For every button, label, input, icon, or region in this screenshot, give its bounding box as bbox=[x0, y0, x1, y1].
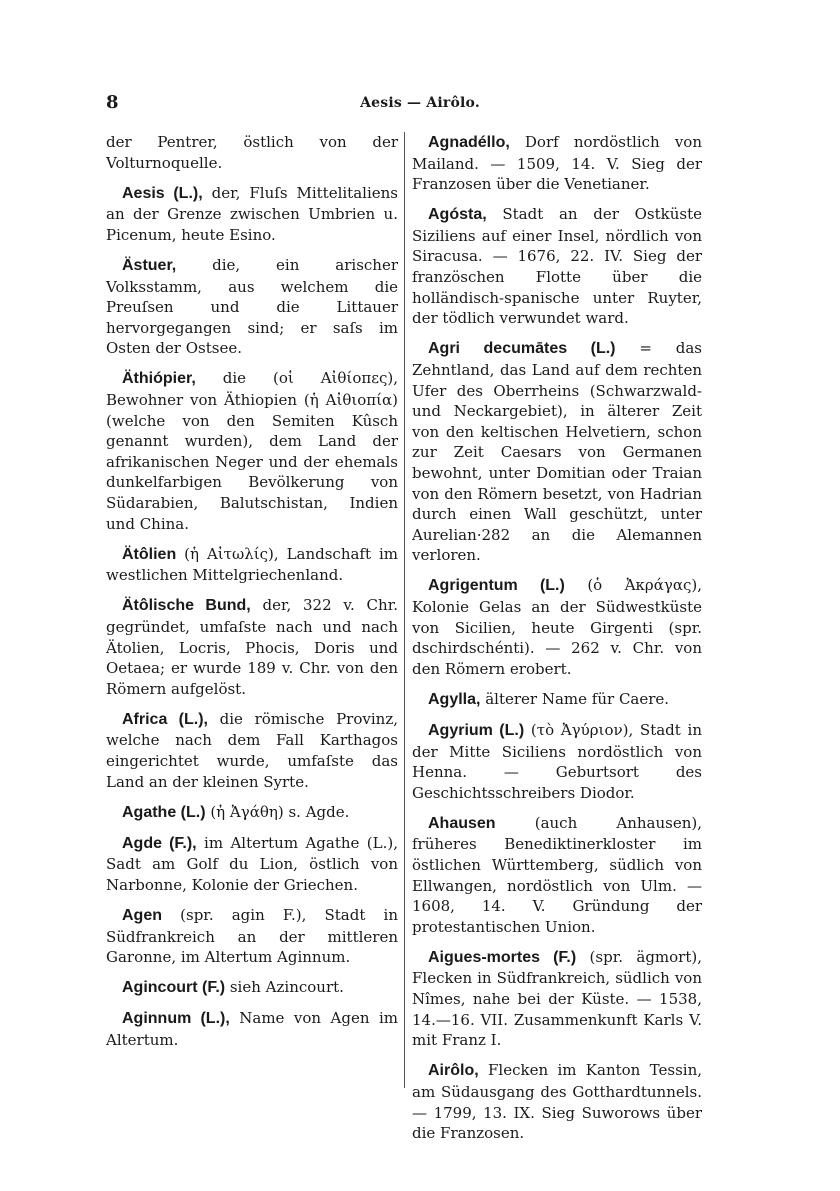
entry-lemma: Africa (L.), bbox=[122, 710, 208, 728]
entry-lemma: Airôlo, bbox=[428, 1062, 479, 1080]
entry-text: (τὸ Ἀγύριον), Stadt in der Mitte Siciliens nordöstlich von Henna. — Geburtsort des Geschichtsschreibers Diodor. bbox=[412, 720, 702, 802]
entry-text: Flecken im Kanton Tessin, am Südausgang des Gotthardtunnels. — 1799, 13. IX. Sieg Suworows über die Franzosen. bbox=[412, 1061, 702, 1143]
entry-lemma: Agri decumātes (L.) bbox=[428, 340, 616, 358]
entry-text: = das Zehntland, das Land auf dem rechten Ufer des Oberrheins (Schwarzwald- und Neckargebiet), in älterer Zeit von den keltischen Helvetiern, schon zur Zeit Caesars von Germanen bewohnt, unter Domitian oder Traian von den Römern besetzt, von Hadrian durch einen Wall geschützt, unter Aurelian·282 an die Alemannen verloren. bbox=[412, 339, 702, 565]
entry-text: der, 322 v. Chr. gegründet, umfaſste nach und nach Ätolien, Locris, Phocis, Doris und Oetaea; er wurde 189 v. Chr. von den Römern aufgelöst. bbox=[106, 596, 398, 698]
entry-lemma: Aginnum (L.), bbox=[122, 1010, 230, 1028]
entry-lemma: Agósta, bbox=[428, 206, 487, 224]
column-divider bbox=[404, 132, 405, 1088]
entry-text: (spr. ägmort), Flecken in Südfrankreich, südlich von Nîmes, nahe bei der Küste. — 1538, 14.—16. VII. Zusammenkunft Karls V. mit Franz I. bbox=[412, 947, 702, 1050]
entry-text: die römische Provinz, welche nach dem Fall Karthagos eingerichtet wurde, umfaſste das Land an der kleinen Syrte. bbox=[106, 709, 398, 791]
entry-lemma: Ätôlische Bund, bbox=[122, 597, 251, 615]
entry bbox=[106, 905, 398, 968]
entry-text: sieh Azincourt. bbox=[225, 978, 344, 997]
entry bbox=[106, 183, 398, 246]
entry-text: Stadt an der Ostküste Siziliens auf einer Insel, nördlich von Siracusa. — 1676, 22. IV. Sieg der französchen Flotte über die holländisch-spanische unter Ruyter, der tödlich verwundet ward. bbox=[412, 205, 702, 328]
entry-text: im Altertum Agathe (L.), Sadt am Golf du Lion, östlich von Narbonne, Kolonie der Griechen. bbox=[106, 833, 398, 894]
entry bbox=[106, 709, 398, 792]
entry-text: (ἡ Ἀγάθη) s. Agde. bbox=[205, 802, 350, 821]
entry-text: (ἡ Αἰτωλίς), Landschaft im westlichen Mittelgriechenland. bbox=[106, 544, 398, 585]
entry-text: älterer Name für Caere. bbox=[480, 689, 670, 708]
entry bbox=[106, 833, 398, 896]
entry-lemma: Ästuer, bbox=[122, 256, 177, 274]
entry-lemma: Agde (F.), bbox=[122, 834, 197, 852]
entry-lemma: Agen bbox=[122, 907, 162, 925]
entry bbox=[412, 575, 702, 679]
running-head: Aesis — Airôlo. bbox=[360, 95, 480, 111]
entry-text: Dorf nordöstlich von Mailand. — 1509, 14. V. Sieg der Franzosen über die Venetianer. bbox=[412, 133, 702, 194]
entry-lemma: Ätôlien bbox=[122, 545, 177, 563]
entry bbox=[412, 947, 702, 1051]
entry-lemma: Agathe (L.) bbox=[122, 803, 206, 821]
entry bbox=[106, 544, 398, 586]
entry-text: (auch Anhausen), früheres Benediktinerkloster im östlichen Württemberg, südlich von Ellwangen, nordöstlich von Ulm. — 1608, 14. V. Gründung der protestantischen Union. bbox=[412, 813, 702, 936]
left-column bbox=[106, 132, 398, 1060]
entry-text: (spr. agin F.), Stadt in Südfrankreich an der mittleren Garonne, im Altertum Aginnum. bbox=[106, 906, 398, 967]
entry-text: der Pentrer, östlich von der Volturnoquelle. bbox=[106, 133, 398, 172]
entry bbox=[106, 255, 398, 359]
entry-lemma: Ahausen bbox=[428, 814, 496, 832]
entry bbox=[106, 595, 398, 699]
entry-lemma: Agylla, bbox=[428, 690, 481, 708]
entry-lemma: Aesis (L.), bbox=[122, 184, 203, 202]
right-column bbox=[412, 132, 702, 1153]
entry-text: die (οἱ Αἰθίοπες), Bewohner von Äthiopien (ἡ Αἰθιοπία) (welche von den Semiten Kûsch genannt wurden), dem Land der afrikanischen Neger und der ehemals dunkelfarbigen Bevölkerung von Südarabien, Balutschistan, Indien und China. bbox=[106, 369, 398, 533]
entry-text: (ὁ Ἀκράγας), Kolonie Gelas an der Südwestküste von Sicilien, heute Girgenti (spr. dschirdschénti). — 262 v. Chr. von den Römern erobert. bbox=[412, 576, 702, 678]
page-number: 8 bbox=[106, 92, 119, 113]
entry-lemma: Agyrium (L.) bbox=[428, 721, 525, 739]
entry bbox=[412, 720, 702, 803]
entry-lemma: Agincourt (F.) bbox=[122, 979, 226, 997]
entry-lemma: Agrigentum (L.) bbox=[428, 577, 565, 595]
entry bbox=[412, 132, 702, 195]
entry bbox=[412, 813, 702, 938]
entry-lemma: Aigues-mortes (F.) bbox=[428, 948, 577, 966]
entry bbox=[106, 132, 398, 173]
entry bbox=[106, 1008, 398, 1050]
entry-lemma: Äthiópier, bbox=[122, 370, 196, 388]
entry bbox=[412, 204, 702, 329]
entry-text: Name von Agen im Altertum. bbox=[106, 1009, 398, 1050]
entry bbox=[412, 338, 702, 566]
entry-text: der, Fluſs Mittelitaliens an der Grenze zwischen Umbrien u. Picenum, heute Esino. bbox=[106, 183, 398, 244]
entry bbox=[106, 802, 398, 824]
entry bbox=[106, 368, 398, 534]
entry-lemma: Agnadéllo, bbox=[428, 134, 510, 151]
entry bbox=[412, 1060, 702, 1143]
entry bbox=[106, 977, 398, 999]
entry bbox=[412, 689, 702, 711]
entry-text: die, ein arischer Volksstamm, aus welchem die Preuſsen und die Littauer hervorgegangen sind; er saſs im Osten der Ostsee. bbox=[106, 255, 398, 358]
